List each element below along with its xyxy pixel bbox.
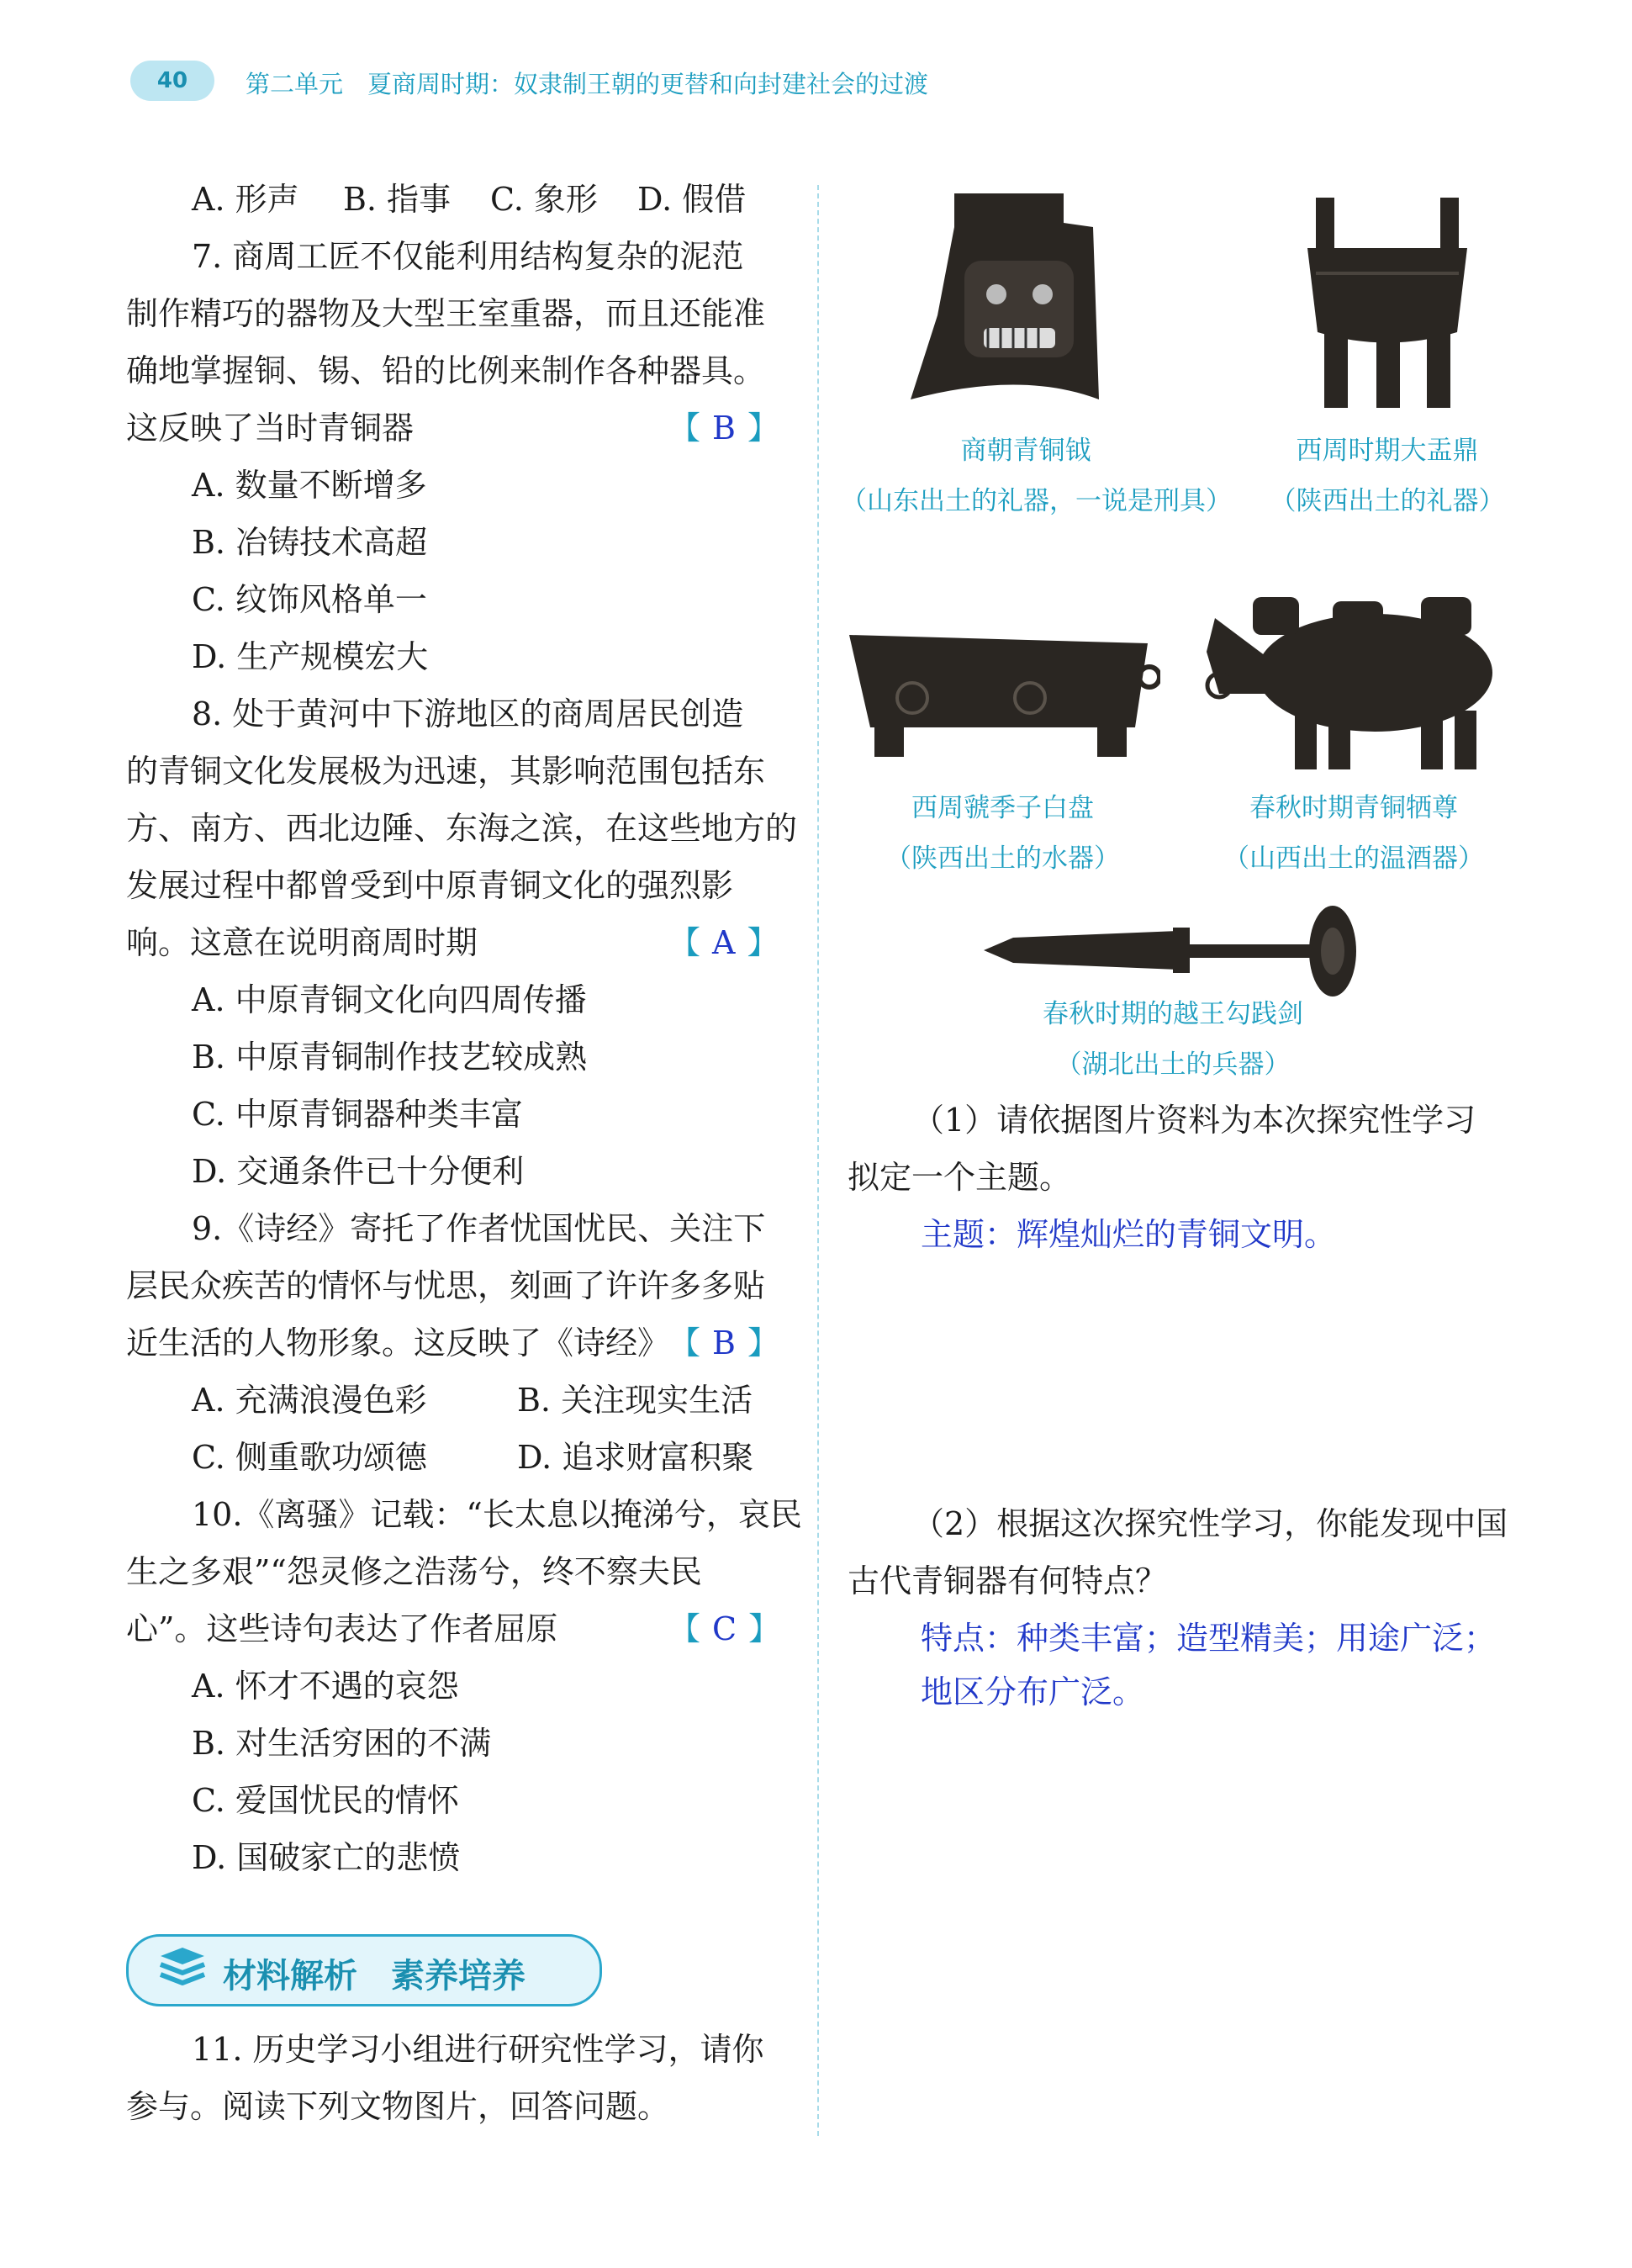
book-stack-icon (156, 1944, 208, 1991)
artifact-4-name: 春秋时期青铜牺尊 (1249, 793, 1458, 823)
q8-answer: A (712, 924, 736, 961)
q7-line-4: 这反映了当时青铜器 (126, 410, 415, 447)
q8-line-4: 发展过程中都曾受到中原青铜文化的强烈影 (126, 867, 734, 904)
sub2-line-1: （2）根据这次探究性学习，你能发现中国 (912, 1505, 1508, 1542)
section-title: 材料解析 素养培养 (223, 1957, 526, 1996)
q10-line-2: 生之多艰”“怨灵修之浩荡兮，终不察夫民 (126, 1553, 702, 1590)
artifact-2-note: （陕西出土的礼器） (1270, 486, 1505, 516)
q9-line-1: 9.《诗经》寄托了作者忧国忧民、关注下 (192, 1210, 766, 1247)
q7-line-3: 确地掌握铜、锡、铅的比例来制作各种器具。 (126, 352, 766, 389)
q10-option-a: A. 怀才不遇的哀怨 (192, 1668, 459, 1705)
q8-option-d: D. 交通条件已十分便利 (192, 1153, 525, 1190)
artifact-1-note: （山东出土的礼器，一说是刑具） (841, 486, 1232, 516)
column-divider (817, 185, 819, 2136)
q7-answer-bracket: 【 B 】 (668, 410, 779, 447)
q8-line-3: 方、南方、西北边陲、东海之滨，在这些地方的 (126, 810, 798, 847)
q6-option-b: B. 指事 (343, 181, 452, 218)
q9-line-3: 近生活的人物形象。这反映了《诗经》 (126, 1324, 670, 1361)
sub2-line-2: 古代青铜器有何特点？ (848, 1562, 1168, 1599)
q10-option-c: C. 爱国忧民的情怀 (192, 1782, 459, 1819)
q9-answer-bracket: 【 B 】 (668, 1324, 779, 1361)
bronze-pan-basin-image (845, 618, 1160, 765)
q7-option-c: C. 纹饰风格单一 (192, 581, 427, 618)
sub2-answer-line-2: 地区分布广泛。 (921, 1673, 1145, 1710)
q9-option-d: D. 追求财富积聚 (517, 1439, 754, 1476)
q8-option-c: C. 中原青铜器种类丰富 (192, 1096, 523, 1133)
q10-line-3: 心”。这些诗句表达了作者屈原 (126, 1610, 558, 1647)
sub2-answer-line-1: 特点：种类丰富；造型精美；用途广泛； (921, 1620, 1497, 1657)
q8-line-5: 响。这意在说明商周时期 (126, 924, 478, 961)
q10-answer: C (712, 1610, 737, 1647)
q6-option-d: D. 假借 (637, 181, 747, 218)
sub1-line-1: （1）请依据图片资料为本次探究性学习 (912, 1102, 1476, 1139)
q9-answer: B (712, 1324, 736, 1361)
artifact-4-note: （山西出土的温酒器） (1223, 843, 1484, 874)
sub1-line-2: 拟定一个主题。 (848, 1159, 1072, 1196)
q8-line-1: 8. 处于黄河中下游地区的商周居民创造 (192, 695, 744, 732)
artifact-5-note: （湖北出土的兵器） (1055, 1049, 1291, 1080)
q6-option-a: A. 形声 (192, 181, 299, 218)
bronze-xizun-ox-image (1194, 559, 1518, 774)
sub1-answer: 主题：辉煌灿烂的青铜文明。 (921, 1216, 1337, 1253)
q10-answer-bracket: 【 C 】 (668, 1610, 781, 1647)
q11-line-2: 参与。阅读下列文物图片，回答问题。 (126, 2088, 670, 2125)
q9-option-c: C. 侧重歌功颂德 (192, 1439, 427, 1476)
q7-option-a: A. 数量不断增多 (192, 467, 427, 504)
q10-option-b: B. 对生活穷困的不满 (192, 1725, 492, 1762)
q10-option-d: D. 国破家亡的悲愤 (192, 1839, 461, 1876)
unit-title: 第二单元 夏商周时期：奴隶制王朝的更替和向封建社会的过渡 (246, 70, 929, 98)
bronze-yue-axe-image (904, 189, 1139, 408)
q9-line-2: 层民众疾苦的情怀与忧思，刻画了许许多多贴 (126, 1267, 766, 1304)
goujian-sword-image (980, 904, 1366, 1005)
q9-option-a: A. 充满浪漫色彩 (192, 1382, 427, 1419)
q7-line-2: 制作精巧的器物及大型王室重器，而且还能准 (126, 295, 766, 332)
q8-line-2: 的青铜文化发展极为迅速，其影响范围包括东 (126, 753, 766, 790)
q11-line-1: 11. 历史学习小组进行研究性学习，请你 (192, 2031, 764, 2068)
artifact-2-name: 西周时期大盂鼎 (1296, 436, 1479, 466)
q7-line-1: 7. 商周工匠不仅能利用结构复杂的泥范 (192, 238, 744, 275)
artifact-3-name: 西周虢季子白盘 (911, 793, 1094, 823)
q8-option-a: A. 中原青铜文化向四周传播 (192, 981, 587, 1018)
q6-option-c: C. 象形 (490, 181, 598, 218)
artifact-5-name: 春秋时期的越王勾践剑 (1043, 999, 1303, 1029)
q8-answer-bracket: 【 A 】 (668, 924, 779, 961)
q7-option-d: D. 生产规模宏大 (192, 638, 429, 675)
page-number: 40 (130, 61, 214, 101)
q8-option-b: B. 中原青铜制作技艺较成熟 (192, 1039, 588, 1076)
artifact-3-note: （陕西出土的水器） (885, 843, 1120, 874)
q10-line-1: 10.《离骚》记载：“长太息以掩涕兮，哀民 (192, 1496, 802, 1533)
bronze-ding-image (1299, 189, 1476, 412)
q7-option-b: B. 冶铸技术高超 (192, 524, 428, 561)
q9-option-b: B. 关注现实生活 (517, 1382, 753, 1419)
q7-answer: B (712, 410, 736, 447)
artifact-1-name: 商朝青铜钺 (960, 436, 1091, 466)
